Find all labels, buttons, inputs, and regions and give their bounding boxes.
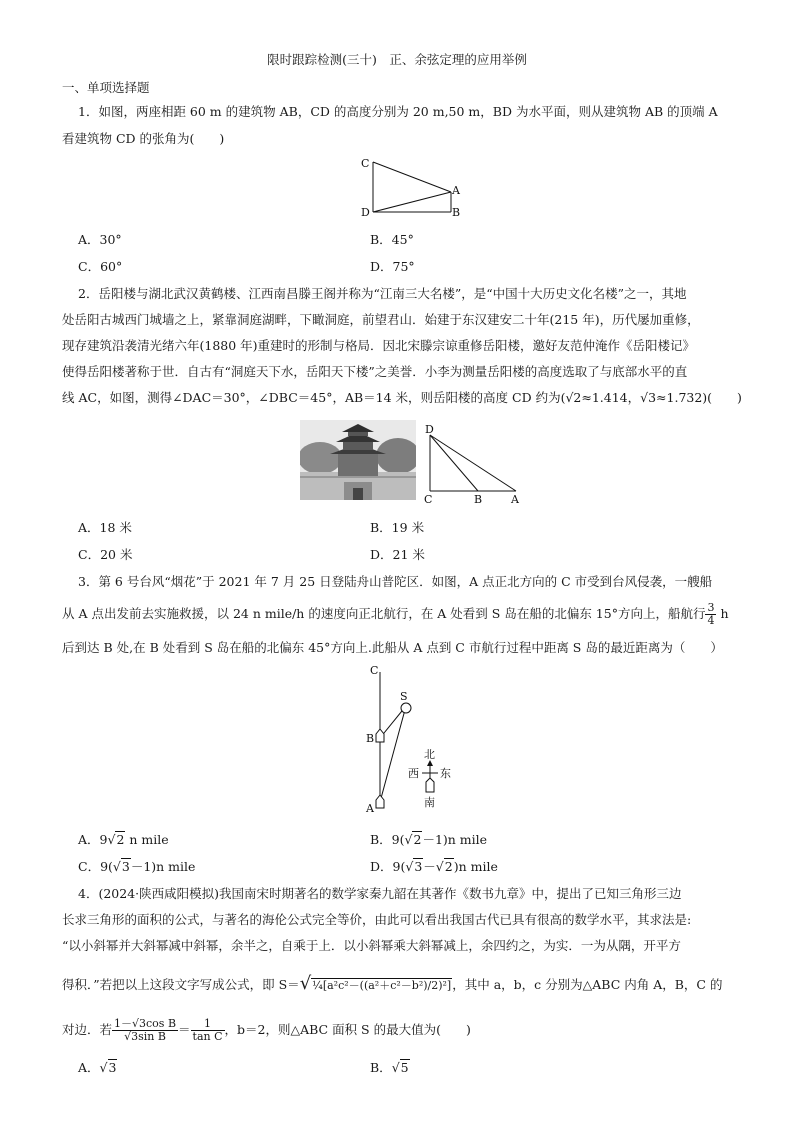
q3-optC-pre: C．9(: [78, 859, 113, 874]
sqrt-icon: √: [404, 832, 413, 847]
q3-optC-rad: 3: [121, 859, 130, 874]
q2-option-b[interactable]: B．19 米: [370, 520, 425, 535]
q3-optD-rad2: 2: [444, 859, 453, 874]
q2-line1: 2．岳阳楼与湖北武汉黄鹤楼、江西南昌滕王阁并称为“江南三大名楼”，是“中国十大历史文化名楼”之一，其地: [78, 286, 687, 301]
q4-optA-pre: A．: [78, 1060, 100, 1075]
q3-figure: [360, 662, 470, 818]
q3-frac-num: 3: [707, 601, 715, 614]
q3-optD-post: )n mile: [453, 859, 498, 874]
q3-label-a: A: [366, 802, 374, 815]
q4-fraction-1: [112, 1018, 178, 1043]
q2-label-a: A: [511, 493, 519, 505]
q4-optA-rad: 3: [108, 1060, 117, 1075]
q3-line1: 3．第 6 号台风“烟花”于 2021 年 7 月 25 日登陆舟山普陀区．如图，A 点正北方向的 C 市受到台风侵袭，一艘船: [78, 574, 713, 589]
q4-line2: 长求三角形的面积的公式，与著名的海伦公式完全等价，由此可以看出我国古代已具有很高的数学水平，其求法是:: [62, 912, 692, 927]
q3-optA-rad: 2: [116, 832, 125, 847]
sqrt-icon: √: [405, 859, 414, 874]
q3-option-b[interactable]: [370, 830, 487, 848]
q2-line5: 线 AC，如图，测得∠DAC＝30°，∠DBC＝45°，AB＝14 米，则岳阳楼的高度 CD 约为(√2≈1.414，√3≈1.732)( ): [62, 390, 742, 405]
q4-option-b[interactable]: [370, 1058, 410, 1076]
q2-label-c: C: [424, 493, 433, 505]
q3-option-c[interactable]: [78, 857, 195, 875]
q3-line2-text: 从 A 点出发前去实施救援，以 24 n mile/h 的速度向正北航行，在 A 处看到 S 岛在船的北偏东 15°方向上，船航行: [62, 606, 706, 621]
q3-optA-post: n mile: [125, 832, 169, 847]
q1-label-c: C: [361, 157, 370, 170]
q3-optB-post: －1)n mile: [422, 832, 488, 847]
q3-label-s: S: [400, 690, 408, 703]
sqrt-icon: √: [435, 859, 444, 874]
q3-optD-mid: －: [423, 859, 436, 874]
q1-line1: 1．如图，两座相距 60 m 的建筑物 AB，CD 的高度分别为 20 m,50 m，BD 为水平面，则从建筑物 AB 的顶端 A: [78, 104, 718, 119]
q2-line2: 处岳阳古城西门城墙之上，紧靠洞庭湖畔，下瞰洞庭，前望君山．始建于东汉建安二十年(215 年)，历代屡加重修，: [62, 312, 700, 327]
q1-label-d: D: [361, 206, 370, 219]
q4-equals: ＝: [178, 1022, 191, 1037]
q3-line2-unit: h: [720, 606, 729, 621]
q2-option-a[interactable]: A．18 米: [78, 520, 132, 535]
sqrt-icon: √: [112, 859, 121, 874]
q2-figure: [420, 425, 530, 505]
yueyang-tower-photo: [300, 420, 416, 500]
q1-figure: [355, 152, 465, 222]
sqrt-icon: √: [391, 1060, 400, 1075]
q3-frac-den: 4: [707, 614, 715, 627]
q2-label-b: B: [474, 493, 483, 505]
q3-option-a[interactable]: [78, 830, 169, 848]
q4-frac2-num: 1: [191, 1018, 225, 1031]
q3-line2: [62, 602, 742, 627]
q4-frac1-num: 1－√3cos B: [114, 1017, 177, 1030]
q4-line4-start: 得积．”若把以上这段文字写成公式，即 S＝: [62, 977, 300, 992]
q1-option-a[interactable]: A．30°: [78, 232, 122, 247]
q3-optA-pre: A．9: [78, 832, 108, 847]
q2-line4: 使得岳阳楼著称于世．自古有“洞庭天下水，岳阳天下楼”之美誉．小李为测量岳阳楼的高度选取了与底部水平的直: [62, 364, 688, 379]
q2-option-c[interactable]: C．20 米: [78, 547, 133, 562]
q3-option-d[interactable]: [370, 857, 498, 875]
q2-label-d: D: [425, 425, 434, 436]
q2-option-d[interactable]: D．21 米: [370, 547, 425, 562]
q4-line5: [62, 1018, 742, 1043]
sqrt-icon: √: [299, 973, 312, 994]
q4-fraction-2: [191, 1018, 225, 1043]
qin-jiushao-formula: ¼[a²c²－((a²＋c²－b²)/2)²]: [312, 979, 452, 992]
sqrt-icon: √: [99, 1060, 108, 1075]
q3-label-c: C: [370, 664, 379, 677]
q1-label-a: A: [452, 184, 460, 197]
q4-line5-end: ，b＝2，则△ABC 面积 S 的最大值为( ): [224, 1022, 471, 1037]
q4-line4: [62, 972, 742, 998]
q4-option-a[interactable]: [78, 1058, 117, 1076]
q1-option-d[interactable]: D．75°: [370, 259, 415, 274]
q3-optD-pre: D．9(: [370, 859, 406, 874]
q4-optB-pre: B．: [370, 1060, 392, 1075]
q2-line3: 现存建筑沿袭清光绪六年(1880 年)重建时的形制与格局．因北宋滕宗谅重修岳阳楼，邀好友范仲淹作《岳阳楼记》: [62, 338, 696, 353]
q3-line3: 后到达 B 处,在 B 处看到 S 岛在船的北偏东 45°方向上.此船从 A 点到 C 市航行过程中距离 S 岛的最近距离为（ ）: [62, 640, 723, 655]
section-heading: 一、单项选择题: [62, 80, 150, 95]
q3-optB-pre: B．9(: [370, 832, 405, 847]
q3-optB-rad: 2: [413, 832, 422, 847]
q3-optC-post: －1)n mile: [130, 859, 196, 874]
compass-east: 东: [440, 767, 451, 780]
page-title: 限时跟踪检测(三十) 正、余弦定理的应用举例: [267, 52, 527, 67]
q4-frac2-den: tan C: [192, 1030, 223, 1043]
q3-label-b: B: [366, 732, 375, 745]
q4-line5-start: 对边．若: [62, 1022, 113, 1037]
q1-line2: 看建筑物 CD 的张角为( ): [62, 131, 225, 146]
q1-label-b: B: [452, 206, 461, 219]
q4-frac1-den: √3sin B: [124, 1030, 166, 1043]
compass-south: 南: [424, 796, 435, 809]
sqrt-icon: √: [107, 832, 116, 847]
q1-option-b[interactable]: B．45°: [370, 232, 414, 247]
q4-optB-rad: 5: [400, 1060, 409, 1075]
q4-line4-end: ，其中 a，b，c 分别为△ABC 内角 A，B，C 的: [452, 977, 723, 992]
q4-line1: 4．(2024·陕西咸阳模拟)我国南宋时期著名的数学家秦九韶在其著作《数书九章》中，提出了已知三角形三边: [78, 886, 682, 901]
compass-north: 北: [424, 748, 435, 761]
q1-option-c[interactable]: C．60°: [78, 259, 123, 274]
compass-west: 西: [408, 767, 419, 780]
q3-fraction: [705, 602, 716, 627]
q4-line3: “以小斜幂并大斜幂减中斜幂，余半之，自乘于上．以小斜幂乘大斜幂减上，余四约之，为实．一为从隅，开平方: [62, 938, 681, 953]
q3-optD-rad1: 3: [414, 859, 423, 874]
